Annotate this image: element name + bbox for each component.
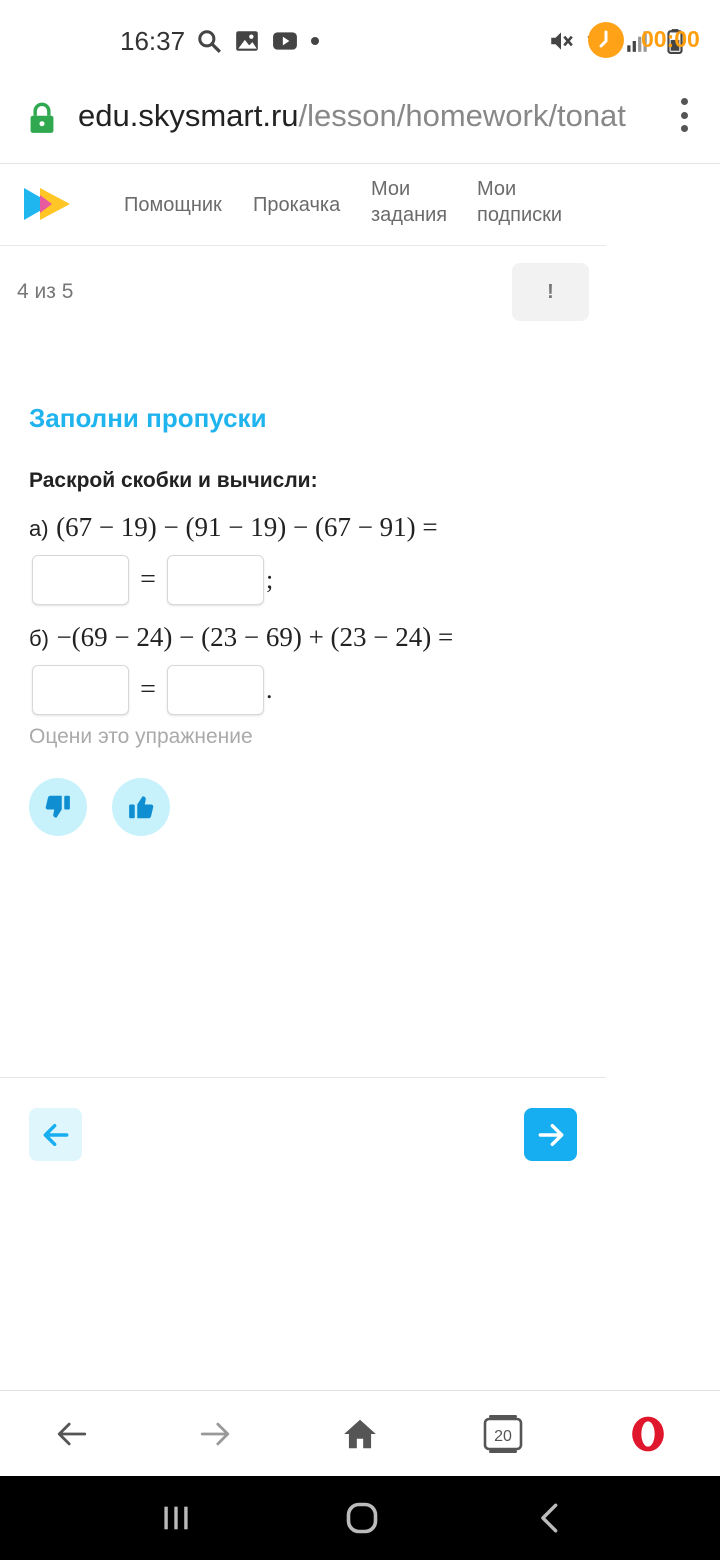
back-nav-button[interactable] <box>528 1498 572 1538</box>
timer-value: 00:00 <box>641 26 700 52</box>
tabs-count: 20 <box>494 1428 512 1445</box>
browser-toolbar <box>0 1390 720 1476</box>
search-icon <box>196 28 222 54</box>
browser-back-button[interactable] <box>47 1409 97 1459</box>
expression-b-math: −(69 − 24) − (23 − 69) + (23 − 24) = <box>56 622 454 652</box>
expression-b <box>29 622 453 653</box>
home-nav-button[interactable] <box>340 1498 384 1538</box>
task-title: Заполни пропуски <box>29 403 267 433</box>
arrow-right-icon <box>535 1119 567 1151</box>
thumbs-up-icon <box>126 792 156 822</box>
browser-menu-icon[interactable] <box>678 98 690 132</box>
url-domain: edu.skysmart.ru <box>78 98 299 133</box>
answer-b-equals: = <box>140 674 156 705</box>
browser-tabs-button[interactable] <box>478 1409 528 1459</box>
nav-boost[interactable]: Прокачка <box>253 194 341 216</box>
browser-forward-button[interactable] <box>190 1409 240 1459</box>
task-progress: 4 из 5 <box>17 280 74 303</box>
answer-row-b <box>32 665 273 715</box>
nav-my-tasks-line1: Мои <box>371 178 411 200</box>
browser-home-button[interactable] <box>335 1409 385 1459</box>
image-icon <box>234 28 260 54</box>
recent-apps-icon <box>159 1501 193 1535</box>
answer-row-a <box>32 555 273 605</box>
answer-a-1-input[interactable] <box>32 555 129 605</box>
dislike-button[interactable] <box>29 778 87 836</box>
like-button[interactable] <box>112 778 170 836</box>
url-path: /lesson/homework/tonat <box>298 98 626 133</box>
nav-my-subscriptions[interactable] <box>477 176 562 228</box>
opera-menu-button[interactable] <box>623 1409 673 1459</box>
lock-icon <box>28 102 56 134</box>
answer-a-2-input[interactable] <box>167 555 264 605</box>
system-nav-bar <box>0 1476 720 1560</box>
chevron-left-icon <box>533 1501 567 1535</box>
clock-icon <box>588 22 624 58</box>
recent-apps-button[interactable] <box>154 1498 198 1538</box>
nav-my-tasks[interactable] <box>371 176 447 228</box>
arrow-left-icon <box>40 1119 72 1151</box>
opera-logo-icon <box>629 1415 667 1453</box>
youtube-icon <box>272 28 298 54</box>
next-task-button[interactable] <box>524 1108 577 1161</box>
site-header <box>0 164 606 246</box>
task-instruction: Раскрой скобки и вычисли: <box>29 469 318 492</box>
home-nav-icon <box>344 1500 380 1536</box>
expression-b-label: б) <box>29 626 49 651</box>
skysmart-logo-icon[interactable] <box>22 186 72 222</box>
address-bar[interactable] <box>0 82 720 164</box>
tabs-icon <box>481 1414 525 1454</box>
expression-a-math: (67 − 19) − (91 − 19) − (67 − 91) = <box>56 512 438 542</box>
home-icon <box>341 1415 379 1453</box>
answer-a-equals: = <box>140 564 156 595</box>
url-text[interactable] <box>78 98 642 134</box>
rate-label: Оцени это упражнение <box>29 725 253 748</box>
arrow-left-icon <box>55 1417 89 1451</box>
report-button[interactable]: ! <box>512 263 589 321</box>
answer-a-end: ; <box>266 565 274 594</box>
nav-my-tasks-line2: задания <box>371 204 448 226</box>
mute-icon <box>548 28 574 54</box>
expression-a <box>29 512 438 543</box>
nav-my-subscriptions-line1: Мои <box>477 178 517 200</box>
content-divider <box>0 1077 606 1078</box>
answer-b-end: . <box>266 675 273 704</box>
nav-my-subscriptions-line2: подписки <box>477 204 563 226</box>
expression-a-label: а) <box>29 516 49 541</box>
status-time: 16:37 <box>120 26 186 56</box>
dot-icon <box>310 36 320 46</box>
arrow-right-icon <box>198 1417 232 1451</box>
previous-task-button[interactable] <box>29 1108 82 1161</box>
thumbs-down-icon <box>43 792 73 822</box>
nav-helper[interactable]: Помощник <box>124 194 222 216</box>
answer-b-2-input[interactable] <box>167 665 264 715</box>
answer-b-1-input[interactable] <box>32 665 129 715</box>
